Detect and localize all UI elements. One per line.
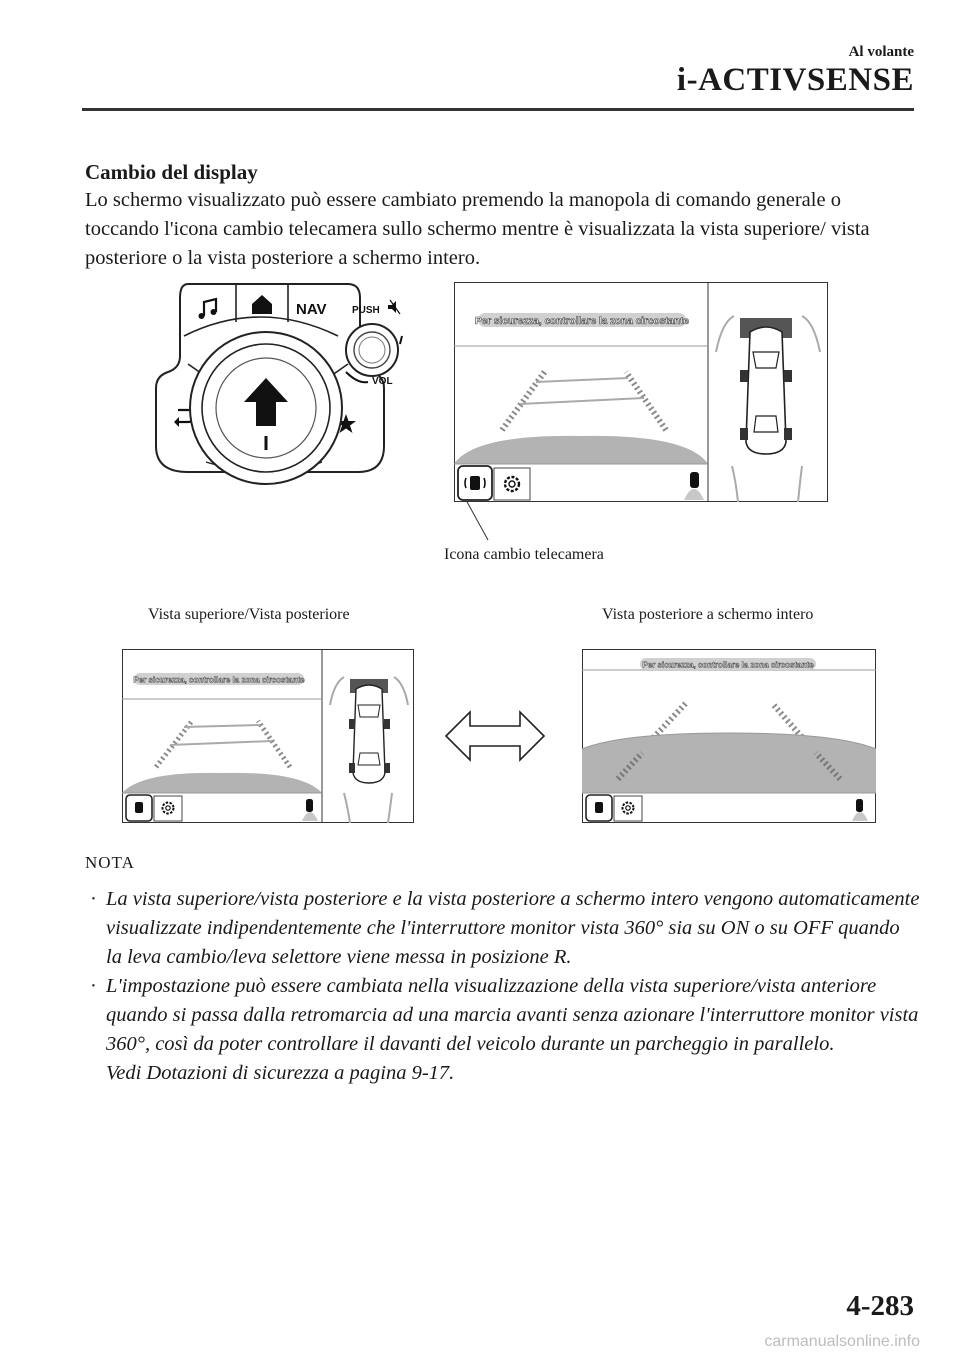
callout-leader-line <box>460 500 500 542</box>
safety-banner-text: Per sicurezza, controllare la zona circostante <box>475 316 689 327</box>
caption-top-rear-view: Vista superiore/Vista posteriore <box>148 606 350 623</box>
note-list <box>90 885 920 1088</box>
full-rear-view-screen <box>582 649 876 823</box>
note-heading: NOTA <box>85 853 135 872</box>
running-header-chapter: i-ACTIVSENSE <box>676 62 914 98</box>
volume-knob-illustration <box>338 296 420 388</box>
switch-double-arrow <box>444 708 546 764</box>
body-paragraph: Lo schermo visualizzato può essere cambiato premendo la manopola di comando generale o toccando l'icona cambio telecamera sullo schermo mentre è visualizzata la vista superiore/ vista posteriore o la vista posteriore a schermo intero. <box>85 189 870 269</box>
safety-banner-text: Per sicurezza, controllare la zona circostante <box>642 660 814 670</box>
camera-switch-callout-label: Icona cambio telecamera <box>444 546 604 563</box>
nav-button-label: NAV <box>296 301 327 318</box>
top-rear-view-screen-small <box>122 649 414 823</box>
vehicle-top-view <box>353 685 385 783</box>
running-header-section: Al volante <box>848 44 914 60</box>
watermark-text: carmanualsonline.info <box>764 1333 920 1350</box>
section-title: Cambio del display <box>85 160 258 184</box>
page-number: 4-283 <box>846 1290 914 1322</box>
vehicle-top-view <box>746 327 786 454</box>
vol-label: VOL <box>372 376 393 387</box>
safety-banner-text: Per sicurezza, controllare la zona circostante <box>133 675 305 685</box>
top-rear-view-screen-large <box>454 282 828 502</box>
caption-full-rear-view: Vista posteriore a schermo intero <box>602 606 814 623</box>
push-label: PUSH <box>352 305 380 316</box>
header-divider <box>82 108 914 111</box>
note-item: · La vista superiore/vista posteriore e la vista posteriore a schermo intero vengono automaticamente visualizzate indipendentemente che l'interruttore monitor vista 360° sia su ON o su OFF quando la leva cambio/leva selettore viene messa in posizione R. <box>90 885 920 972</box>
mute-icon <box>388 300 400 314</box>
note-item: · L'impostazione può essere cambiata nella visualizzazione della vista superiore/vista anteriore quando si passa dalla retromarcia ad una marcia avanti senza azionare l'interruttore monitor vista 360°, così da poter controllare il davanti del veicolo durante un parcheggio in parallelo. Vedi Dotazioni di sicurezza a pagina 9-17. <box>90 972 920 1088</box>
